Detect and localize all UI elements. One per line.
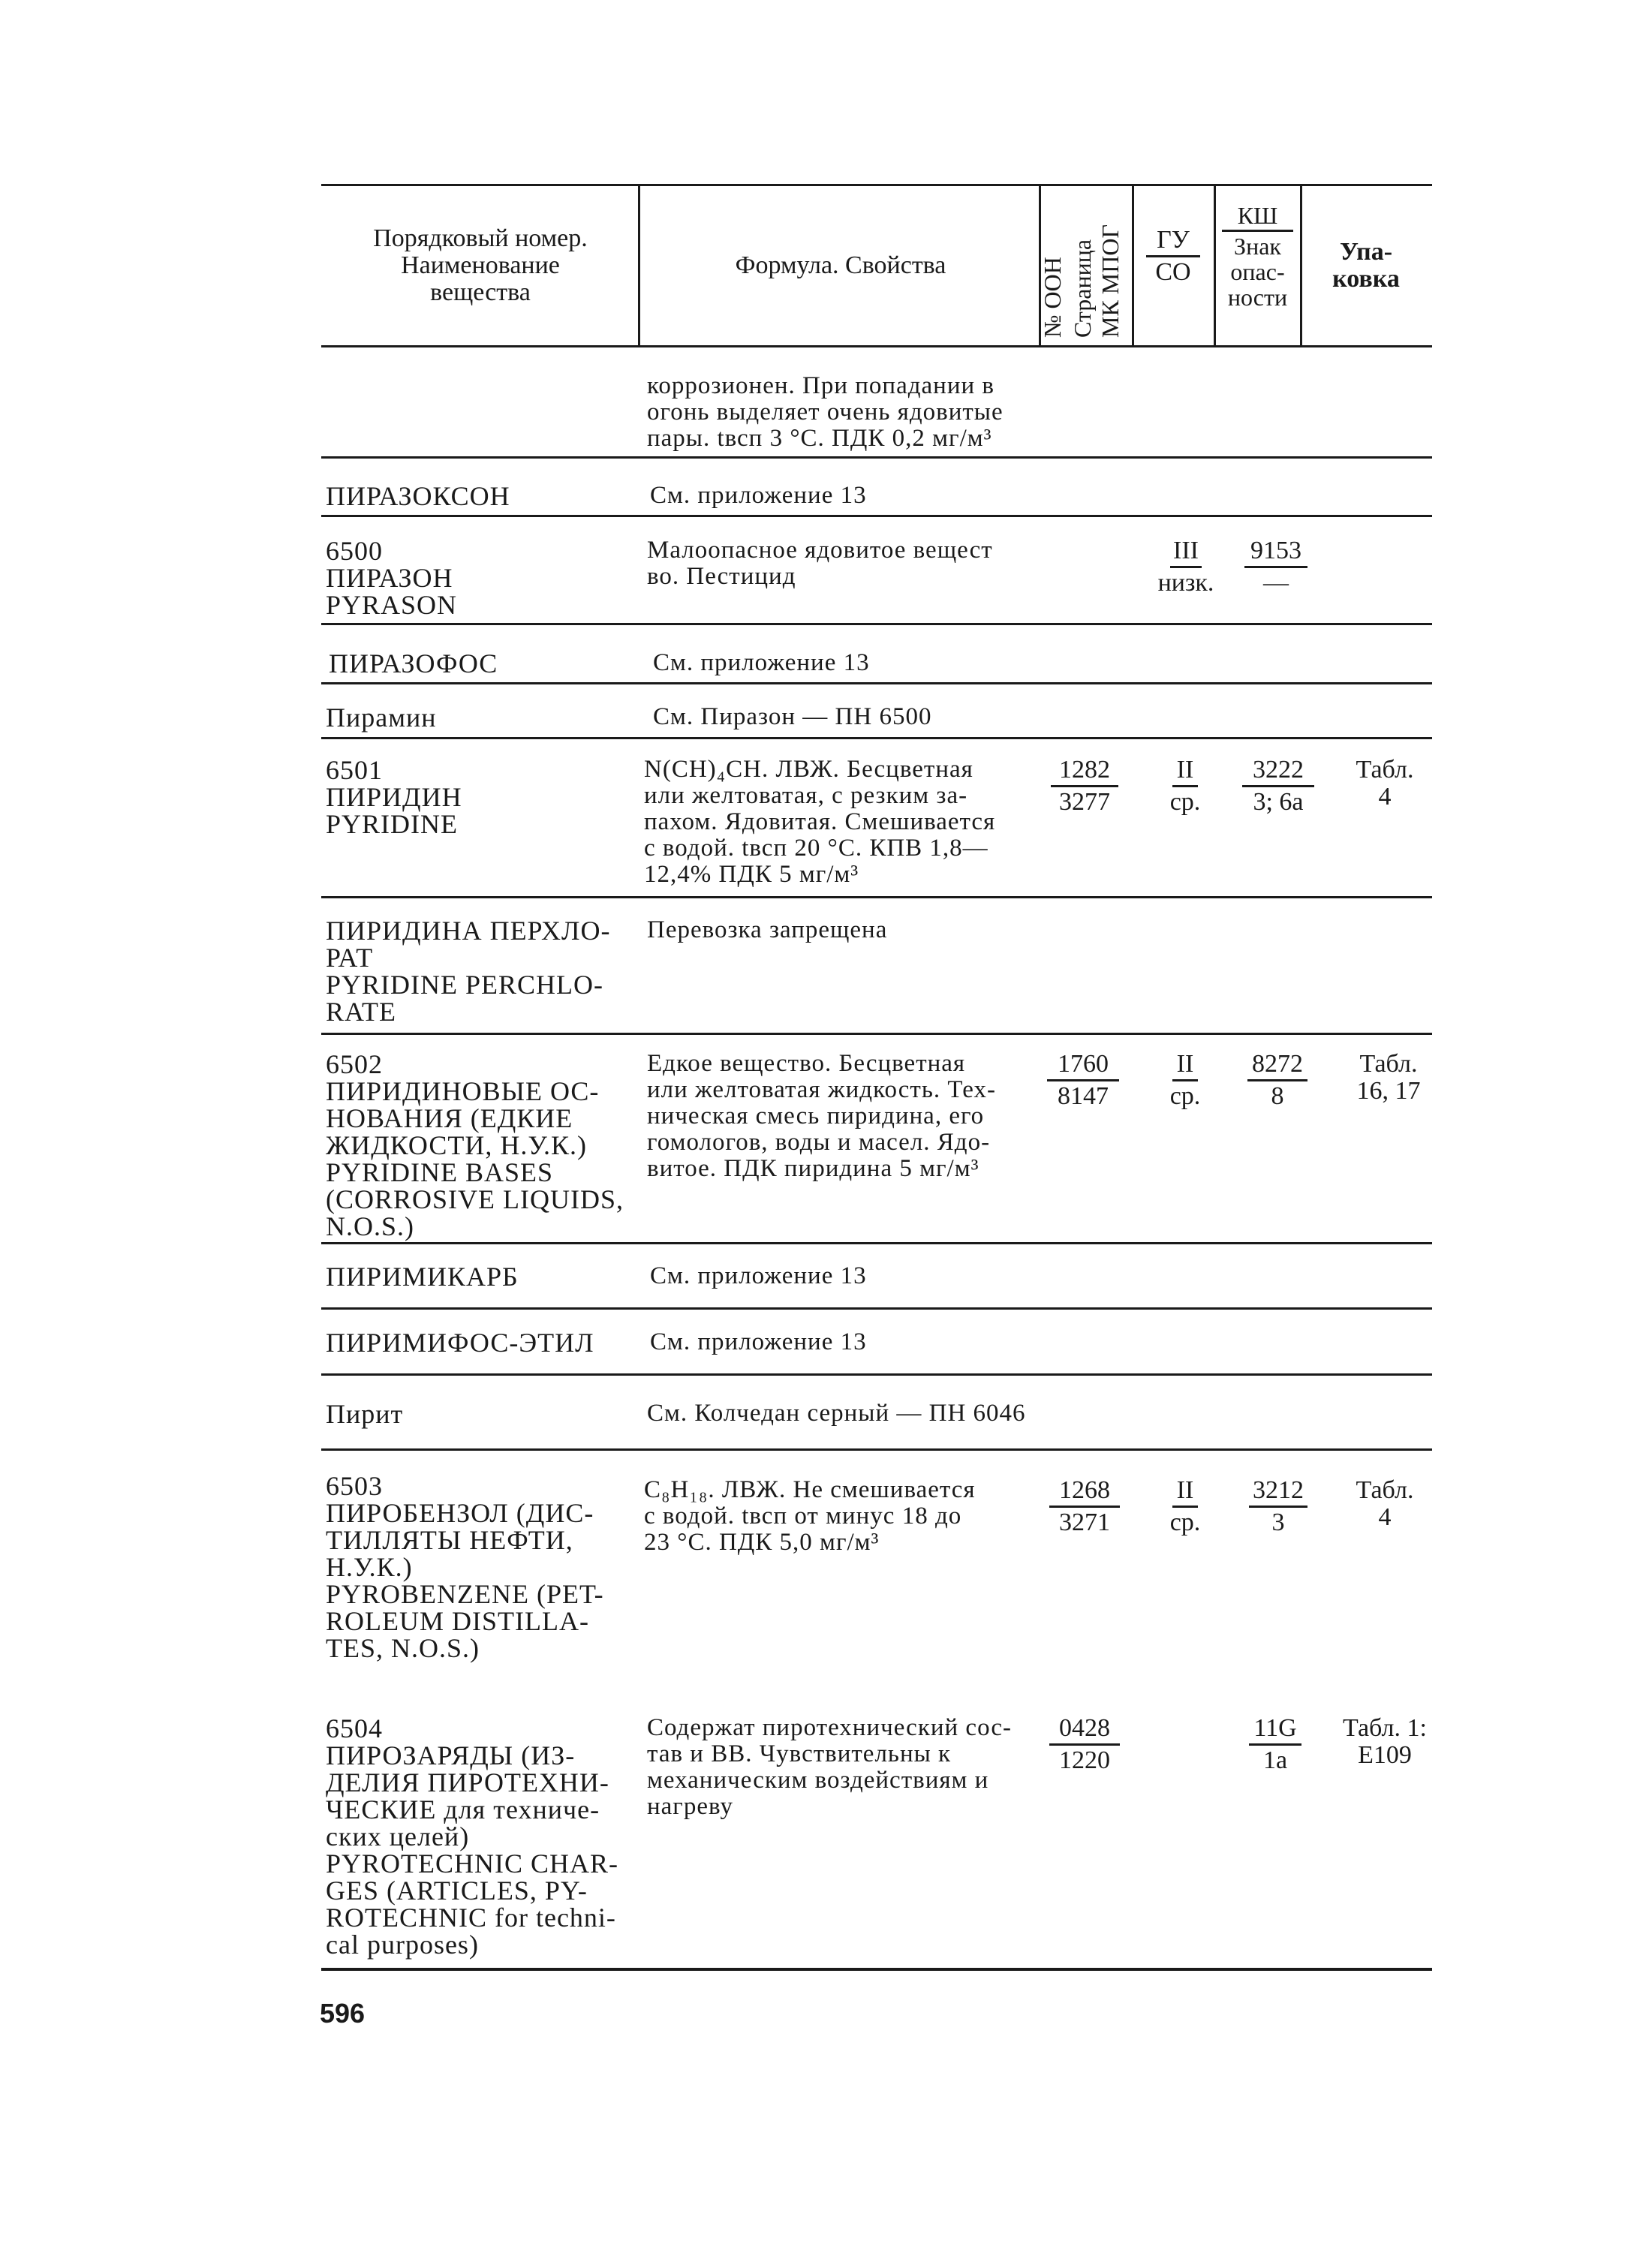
text-line: гомологов, воды и масел. Ядо- xyxy=(647,1129,991,1156)
gu-value: II xyxy=(1172,1477,1198,1508)
text-line: 4 xyxy=(1378,1503,1392,1531)
text-line: или желтоватая, с резким за- xyxy=(644,782,968,809)
entry-name xyxy=(326,917,610,1025)
gu-value: II xyxy=(1172,757,1198,787)
name-line: РАТ xyxy=(326,943,374,973)
name-line: ПИРИДИНА ПЕРХЛО- xyxy=(326,916,611,946)
un-value: 0428 xyxy=(1049,1715,1120,1746)
entry-name xyxy=(326,1472,604,1662)
header-ksh: КШ xyxy=(1222,203,1293,232)
text-line: N(CH)₄CH. ЛВЖ. Бесцветная xyxy=(644,756,973,783)
header-bottom-rule xyxy=(321,345,1432,347)
header-col-mpog: МК МПОГ xyxy=(1097,224,1124,338)
entry-name: ПИРАЗОФОС xyxy=(329,648,498,678)
hazard-group xyxy=(1162,1477,1208,1536)
header-col-packaging xyxy=(1310,239,1422,293)
header-col-formula: Формула. Свойства xyxy=(735,251,946,279)
header-gu: ГУ xyxy=(1146,227,1200,257)
entry-props: См. приложение 13 xyxy=(650,482,867,509)
column-divider xyxy=(1300,185,1302,345)
text-line: Едкое вещество. Бесцветная xyxy=(647,1050,966,1077)
name-line: ROTECHNIC for techni- xyxy=(326,1903,616,1933)
entry-props xyxy=(644,757,995,888)
entry-props xyxy=(647,1715,1012,1820)
entry-props: См. Колчедан серный — ПН 6046 xyxy=(647,1400,1026,1427)
entry-name: ПИРАЗОКСОН xyxy=(326,481,510,511)
co-value: низк. xyxy=(1157,569,1214,597)
text-line: нагреву xyxy=(647,1793,733,1820)
hazard-code xyxy=(1249,1477,1307,1536)
co-value: ср. xyxy=(1169,788,1201,816)
un-value: 1268 xyxy=(1049,1477,1120,1508)
entry-name xyxy=(326,1715,618,1958)
header-top-rule xyxy=(321,184,1432,186)
entry-props: См. приложение 13 xyxy=(650,1328,867,1355)
hazard-code xyxy=(1242,757,1314,816)
entry-name: ПИРИМИФОС-ЭТИЛ xyxy=(326,1328,594,1358)
name-line: (CORROSIVE LIQUIDS, xyxy=(326,1184,624,1214)
un-number: 6501 xyxy=(326,755,383,785)
ksh-value: 11G xyxy=(1249,1715,1301,1746)
name-line: ЧЕСКИЕ для техниче- xyxy=(326,1794,600,1824)
text-line: или желтоватая жидкость. Тех- xyxy=(647,1076,996,1103)
name-line: ЖИДКОСТИ, Н.У.К.) xyxy=(326,1130,587,1160)
entry-props: См. Пиразон — ПН 6500 xyxy=(653,703,932,730)
page-number: 596 xyxy=(320,1998,366,2029)
header-line: Упа- xyxy=(1339,238,1393,266)
name-line: N.O.S.) xyxy=(326,1211,415,1241)
gu-value: II xyxy=(1172,1051,1198,1081)
hazard-code xyxy=(1247,1051,1307,1110)
text-line: 23 °С. ПДК 5,0 мг/м³ xyxy=(644,1529,880,1556)
un-code xyxy=(1047,1051,1119,1110)
co-value: ср. xyxy=(1169,1509,1201,1536)
text-line: Табл. xyxy=(1356,756,1414,784)
name-line: PYROTECHNIC CHAR- xyxy=(326,1848,619,1879)
text-line: механическим воздействиям и xyxy=(647,1767,989,1794)
entry-name: Пирамин xyxy=(326,702,437,732)
page-value: 1220 xyxy=(1059,1746,1110,1774)
row-rule xyxy=(321,456,1432,459)
ksh-value: 3212 xyxy=(1249,1477,1307,1508)
ksh-value: 8272 xyxy=(1247,1051,1307,1081)
header-line: Знак xyxy=(1234,233,1281,260)
header-col-un-number: № ООН xyxy=(1039,257,1066,338)
header-line: вещества xyxy=(430,278,531,306)
text-line: с водой. tвсп от минус 18 до xyxy=(644,1503,962,1530)
text-line: Малоопасное ядовитое вещест xyxy=(647,537,993,564)
text-line: 4 xyxy=(1378,783,1392,811)
co-value: ср. xyxy=(1169,1082,1201,1110)
header-line: ковка xyxy=(1332,265,1400,293)
name-line: PYRIDINE PERCHLO- xyxy=(326,970,604,1000)
hazard-code xyxy=(1244,537,1307,597)
un-value: 1760 xyxy=(1047,1051,1119,1081)
column-divider xyxy=(638,185,640,345)
name-line: НОВАНИЯ (ЕДКИЕ xyxy=(326,1103,573,1133)
un-code xyxy=(1049,1715,1120,1774)
packaging xyxy=(1344,1477,1426,1531)
entry-props xyxy=(644,1477,976,1556)
row-rule xyxy=(321,623,1432,625)
row-rule xyxy=(321,1033,1432,1035)
name-line: ПИРАЗОН xyxy=(326,563,453,593)
packaging xyxy=(1329,1715,1441,1769)
name-line: PYROBENZENE (PET- xyxy=(326,1579,604,1609)
un-number: 6500 xyxy=(326,536,383,566)
name-line: cal purposes) xyxy=(326,1930,479,1960)
text-line: пары. tвсп 3 °С. ПДК 0,2 мг/м³ xyxy=(647,425,992,452)
entry-props xyxy=(647,537,993,590)
text-line: 12,4% ПДК 5 мг/м³ xyxy=(644,861,859,888)
text-line: коррозионен. При попадании в xyxy=(647,372,995,399)
text-line: витое. ПДК пиридина 5 мг/м³ xyxy=(647,1155,979,1182)
text-line: Содержат пиротехнический сос- xyxy=(647,1714,1013,1741)
name-line: ПИРОЗАРЯДЫ (ИЗ- xyxy=(326,1740,576,1770)
entry-name xyxy=(326,757,462,838)
name-line: ских целей) xyxy=(326,1821,470,1851)
row-rule xyxy=(321,515,1432,517)
un-code xyxy=(1051,757,1118,816)
hazard-sign-value: 3 xyxy=(1271,1509,1285,1536)
text-line: ническая смесь пиридина, его xyxy=(647,1102,985,1130)
name-line: RATE xyxy=(326,997,396,1027)
hazard-group xyxy=(1162,1051,1208,1110)
entry-props xyxy=(647,1051,996,1182)
entry-name xyxy=(326,1051,624,1240)
header-line: ности xyxy=(1227,284,1288,311)
header-col-name xyxy=(330,225,630,306)
header-col-ksh xyxy=(1222,203,1293,310)
header-co: СО xyxy=(1155,258,1191,286)
text-line: пахом. Ядовитая. Смешивается xyxy=(644,808,996,835)
text-line: во. Пестицид xyxy=(647,563,796,590)
un-value: 1282 xyxy=(1051,757,1118,787)
hazard-group xyxy=(1162,757,1208,816)
entry-name: ПИРИМИКАРБ xyxy=(326,1262,519,1292)
entry-name: Пирит xyxy=(326,1399,404,1429)
text-line: тав и ВВ. Чувствительны к xyxy=(647,1740,952,1767)
column-divider xyxy=(1132,185,1134,345)
packaging xyxy=(1344,1051,1434,1105)
page-value: 3277 xyxy=(1059,788,1110,816)
un-number: 6504 xyxy=(326,1713,383,1743)
name-line: PYRIDINE BASES xyxy=(326,1157,554,1187)
name-line: PYRIDINE xyxy=(326,809,458,839)
header-line: опас- xyxy=(1230,258,1285,285)
name-line: ПИРИДИН xyxy=(326,782,462,812)
text-line: 16, 17 xyxy=(1356,1077,1421,1105)
ksh-value: 9153 xyxy=(1244,537,1307,568)
text-line: C₈H₁₈. ЛВЖ. Не смешивается xyxy=(644,1476,976,1503)
hazard-sign-value: 1a xyxy=(1262,1746,1288,1774)
header-line: Наименование xyxy=(401,251,560,279)
entry-props: См. приложение 13 xyxy=(653,649,870,676)
un-number: 6503 xyxy=(326,1471,383,1501)
text-line: E109 xyxy=(1358,1741,1412,1769)
column-divider xyxy=(1214,185,1216,345)
name-line: GES (ARTICLES, PY- xyxy=(326,1876,588,1906)
hazard-sign-value: — xyxy=(1263,569,1289,597)
row-rule xyxy=(321,1448,1432,1451)
row-rule xyxy=(321,737,1432,739)
page-value: 8147 xyxy=(1058,1082,1109,1110)
name-line: TES, N.O.S.) xyxy=(326,1633,480,1663)
row-rule xyxy=(321,1242,1432,1244)
hazard-code xyxy=(1249,1715,1301,1774)
header-hazard-sign xyxy=(1222,232,1293,310)
text-line: Табл. xyxy=(1359,1050,1418,1078)
gu-value: III xyxy=(1170,537,1202,568)
row-rule xyxy=(321,1373,1432,1376)
text-line: огонь выделяет очень ядовитые xyxy=(647,399,1004,426)
name-line: Н.У.К.) xyxy=(326,1552,413,1582)
row-rule xyxy=(321,896,1432,898)
name-line: PYRASON xyxy=(326,590,458,620)
page-value: 3271 xyxy=(1059,1509,1110,1536)
entry-props: См. приложение 13 xyxy=(650,1262,867,1289)
entry-props xyxy=(647,373,1004,452)
ksh-value: 3222 xyxy=(1242,757,1314,787)
text-line: с водой. tвсп 20 °С. КПВ 1,8— xyxy=(644,835,988,862)
header-col-page: Страница xyxy=(1069,239,1096,338)
name-line: ДЕЛИЯ ПИРОТЕХНИ- xyxy=(326,1767,609,1797)
hazard-group xyxy=(1152,537,1220,597)
un-code xyxy=(1049,1477,1120,1536)
packaging xyxy=(1344,757,1426,811)
hazard-sign-value: 3; 6a xyxy=(1253,788,1304,816)
row-rule xyxy=(321,1307,1432,1310)
header-col-gu-co xyxy=(1146,227,1200,286)
hazard-sign-value: 8 xyxy=(1271,1082,1284,1110)
entry-props: Перевозка запрещена xyxy=(647,916,888,943)
header-line: Порядковый номер. xyxy=(373,224,588,252)
text-line: Табл. xyxy=(1356,1476,1414,1504)
name-line: ROLEUM DISTILLA- xyxy=(326,1606,589,1636)
text-line: Табл. 1: xyxy=(1343,1714,1427,1742)
row-rule xyxy=(321,682,1432,684)
name-line: ПИРИДИНОВЫЕ ОС- xyxy=(326,1076,600,1106)
table-bottom-rule xyxy=(321,1968,1432,1971)
name-line: ПИРОБЕНЗОЛ (ДИС- xyxy=(326,1498,594,1528)
entry-name xyxy=(326,537,457,618)
un-number: 6502 xyxy=(326,1049,383,1079)
name-line: ТИЛЛЯТЫ НЕФТИ, xyxy=(326,1525,573,1555)
